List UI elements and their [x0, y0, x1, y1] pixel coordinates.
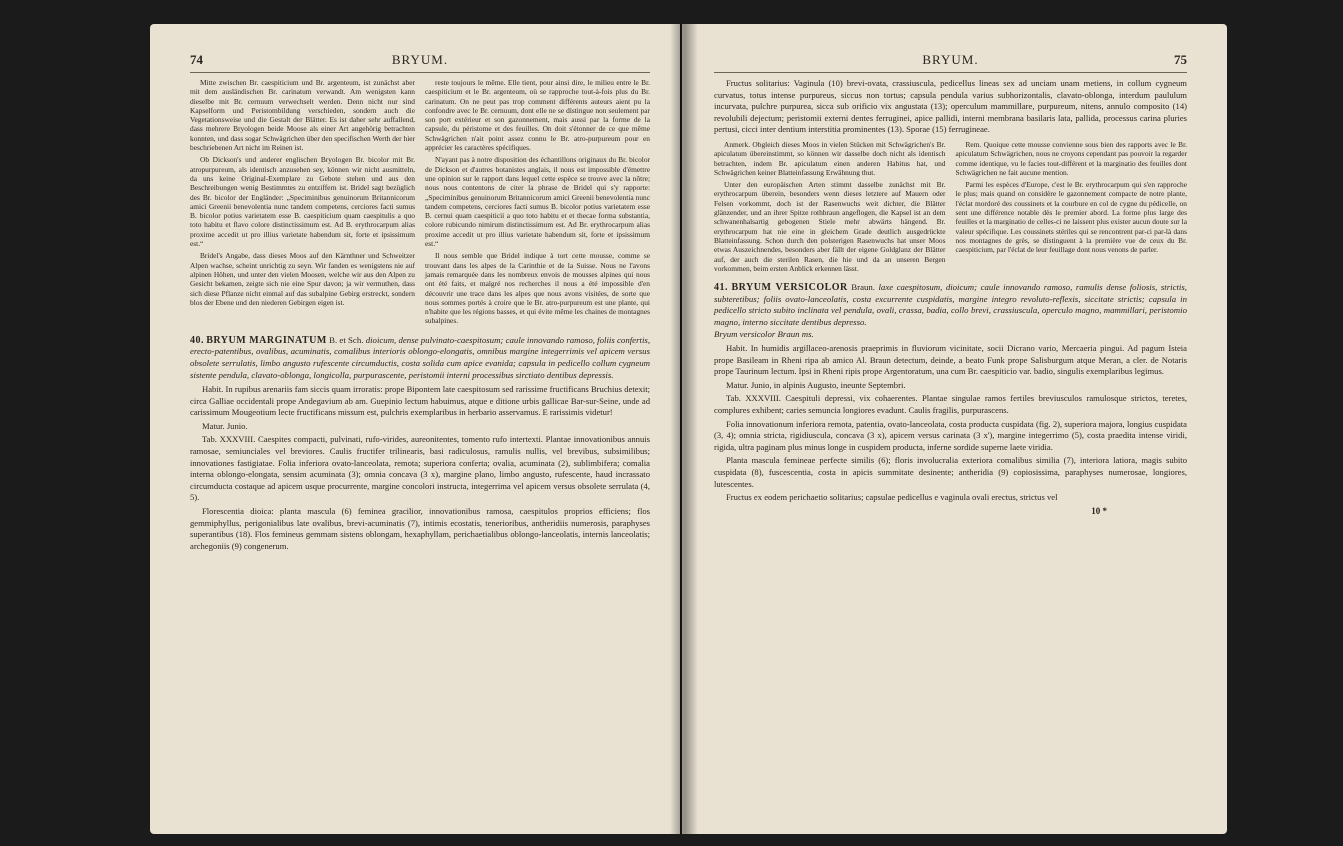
- left-page: [150, 24, 680, 834]
- species-name: BRYUM VERSICOLOR: [731, 282, 848, 294]
- paragraph: Anmerk. Obgleich dieses Moos in vielen Stücken mit Schwägrichen's Br. apiculatum übereinstimmt, so können wir dasselbe doch nicht als identisch betrachten, indem Br. apiculatum einen anderen Habitus hat, und Schwägrichen keiner Blatteinfassung Erwähnung thut.: [714, 139, 946, 177]
- paragraph: Mitte zwischen Br. caespiticium und Br. argenteum, ist zunächst aber mit dem ausländischen Br. carinatum verwandt. Am wenigsten kann dieselbe mit Br. cernuum verwechselt werden. Denn nicht nur sind Kapselform und Peristombildung verschieden, sondern auch die Vegetationsweise und die Gestalt der Blätter. Es ist daher sehr auffallend, dass mehrere Bryologen beide Moose als einer Art angehörig betrachten konnten, und dass sogar Schwägrichen über den specifischen Werth der hier beschriebenen Art nicht im Reinen ist.: [190, 78, 415, 153]
- left-running-head: BRYUM.: [391, 52, 449, 67]
- paragraph: Matur. Junio, in alpinis Augusto, ineunte Septembri.: [726, 379, 906, 390]
- left-two-columns: [190, 78, 650, 329]
- right-page-header: [714, 52, 1187, 73]
- species-number: 40.: [190, 334, 204, 346]
- paragraph: N'ayant pas à notre disposition des échantillons originaux du Br. bicolor de Dickson et d'autres botanistes anglais, il nous est impossible d'émettre une opinion sur le rapport dans lequel cette espèce se trouve avec la nôtre; nous nous contentons de citer la phrase de Bridel qui s'y rapporte: „Speciminibus genuinorum Britannicorum amici Greenii benevolentia nunc tandem competens, cerciores facti sumus B. bicolor potius varietatem esse B. cernui quam caespiticii a quo toto habitu et et thecae forma substantia, colore rubicundo nimirum distinctissimum est. Ad Br. erythrocarpum alias proxime accedit ut pro illius varietate habendum sit, forte et ipsissimum est.“: [425, 155, 650, 249]
- signature-mark: 10 *: [1091, 505, 1107, 516]
- species-heading-40: [190, 335, 650, 381]
- paragraph: Tab. XXXVIII. Caespites compacti, pulvinati, rufo-virides, aureonitentes, tomento rufo intertexti. Plantae innovationibus annuis ramosae, semiunciales vel breviores. Caulis fructifer trilinearis, basi radiculosus, ramulis nullis, vel brevibus, subsimilibus; innovationes fastigiatae. Folia inferiora ovato-lanceolata, remota; superiora conferta; ovalia, acuminata (2), sublimbifera; comalia interna oblongo-elongata, sensim acuminata (3); omnia concava (3 x), margine plano, limbo angusto, rufescente, haud incrassato circumducta costaque ad apicem usque procurrente, margine concolori instructa, integerrima vel apicem versus obsolete serrulata (4, 5).: [190, 434, 650, 503]
- paragraph: Il nous semble que Bridel indique à tort cette mousse, comme se trouvant dans les alpes de la Carinthie et de la Suisse. Nous ne l'avons jamais remarquée dans les nombreux envois de mousses alpines qui nous ont été faits, et malgré nos recherches il nous a été impossible d'en découvrir une trace dans les alpes que nous avons visitées, de sorte que nous sommes portés à croire que le Br. atro-purpureum est une plante, qui n'habite que les régions basses, et qui évite même les chaines de montagnes subalpines.: [425, 251, 650, 326]
- left-column-german: [190, 78, 415, 329]
- right-column-german: [714, 140, 946, 276]
- species-authority: Braun.: [851, 282, 875, 293]
- paragraph: Fructus solitarius: Vaginula (10) brevi-ovata, crassiuscula, pedicellus lineas sex ad unciam unam metiens, in collum cygneum curvatus, totus intense purpureus, siccus non tortus; capsula pendula varius subhorizontalis, clavato-oblonga, interdum paululum incurvata, pulchre purpurea, sicca sub orificio vix angustata (13); operculum mammillare, purpureum, nitens, annulo composito (14) revolubili dejectum; peristomii externi dentes ferruginei, apice pallidi, interni membrana basilaris lata, pallida, processus carina pluries pertusi, cicci inter dentium interstitia prominentes (13). Sporae (15) ferrugineae.: [714, 78, 1187, 135]
- left-page-number: 74: [190, 52, 203, 67]
- right-running-head: BRYUM.: [922, 52, 979, 67]
- species-diagnosis: laxe caespitosum, dioicum; caule innovando ramoso, ramulis dense foliosis, strictis, subteretibus; foliis ovato-lanceolatis, costa excurrente cuspidatis, margine integro revoluto-reflexis, siccitate strictis; capsula in pedicello stricto subito inclinata vel pendula, ovali, crassa, badia, collo brevi, crassiuscula, operculo magno, mammillari, peristomio magno, interno siccitate dentibus depresso.: [714, 282, 1188, 327]
- left-full-text: [190, 384, 650, 552]
- right-page: [682, 24, 1227, 834]
- paragraph: Parmi les espèces d'Europe, c'est le Br. erythrocarpum qui s'en rapproche le plus; mais quand on considère le gazonnement compacte de notre plante, l'éclat mordoré des coussinets et la courbure en col de cygne du pédicelle, on sent une différence notable dès le premier abord. La forme plus large des feuilles et la marginatio de celles-ci ne laissent plus exister aucun doute sur la valeur spécifique. Les coussinets stériles qui se rencontrent par-ci par-là dans nos montagnes de grès, se distinguent à la première vue de ceux du Br. caespiticium, par l'éclat de leur feuillage dont nous venons de parler.: [955, 180, 1187, 255]
- right-column-french: [956, 140, 1188, 276]
- left-column-french: [425, 78, 650, 329]
- species-heading-41: [714, 282, 1187, 340]
- right-full-text: [714, 343, 1187, 504]
- species-synonym: Bryum versicolor Braun ms.: [714, 328, 814, 339]
- right-top-text: [714, 78, 1187, 136]
- paragraph: Habit. In rupibus arenariis fam siccis quam irroratis: prope Bipontem late caespitosum sed rarissime fructificans Bruchius detexit; circa Galliae occidentali prope Andegavium ab am. Guepinio lectum habuimus, atque e ditione urbis gallicae Bar-sur-Seine, unde ad carissimum Mougeotium lecte fructificans missum est, pulchris exemplaribus in herbario asservamus. E rarissimis videtur!: [190, 384, 650, 418]
- species-authority: B. et Sch.: [329, 334, 364, 345]
- paragraph: Florescentia dioica: planta mascula (6) feminea gracilior, innovationibus ramosa, caespitulos proprios efficiens; flos gemmiphyllus, perigonialibus late ovalibus, brevi-acuminatis (7), intimis ecostatis, tenerioribus, antheridiis numerosis, paraphyses superantibus (18). Flos femineus gemmam sistens oblongam, hexaphyllam, perichaetialibus oblongo-lanceolatis, internis lanceolatis; archegoniis (9) congenerum.: [190, 506, 650, 551]
- right-page-number: 75: [1174, 52, 1187, 67]
- species-diagnosis: dioicum, dense pulvinato-caespitosum; caule innovando ramoso, foliis confertis, erecto-patentibus, ovalibus, acuminatis, comalibus interioris oblongo-elongatis, omnibus margine integerrimis vel apicem versus obsolete serrulatis, limbo angusto rufescente circumductis, costa solida cum apice evanida; capsula in pedicello collum cygneum sistente pendula, clavato-oblonga, longicolla, purpurascente, peristomii interni processibus sirctiato dentibus depressis.: [190, 334, 651, 380]
- book-gutter: [670, 24, 698, 834]
- paragraph: Ob Dickson's und anderer englischen Bryologen Br. bicolor mit Br. atropurpureum, als identisch anzusehen sey, können wir nicht ausmitteln, da uns keine Original-Exemplare zu Gebote stehen und aus den Beschreibungen wenig Bestimmtes zu entziffern ist. Bridel sagt bezüglich des Br. bicolor der Engländer: „Speciminibus genuinorum Britannicorum amici Greenii benevolentia nunc tandem competens, cerciores facti sumus B. bicolor potius varietatem esse B. caespiticium quam caespitulis a quo toto habitu et flavo colore distinctissimum est. Ad B. erythrocarpum alias proxime accedit ut pro illius varietate habendum sit, forte et ipsissimum est.“: [190, 155, 415, 249]
- species-number: 41.: [714, 282, 728, 294]
- paragraph: Unter den europäischen Arten stimmt dasselbe zunächst mit Br. erythrocarpum überein, besonders wenn dieses letztere auf Mauern oder Felsen vorkommt, doch ist der Rasenwuchs weit dichter, die Blätter glänzender, und an ihrer Spitze rothbraun angeflogen, die Kapsel ist an dem schwanenhalsartig gebogenen Stiele mehr abwärts hängend. Br. erythrocarpum hat nie eine in gleichem Grade deutlich ausgedrückte Blatteinfassung. Schon durch den polsterigen Rasenwuchs hat unser Moos etwas Auszeichnendes, besonders aber fällt der eigene Goldglanz der Blätter auf, der auch die sterilen Rasen, die hie und da an unseren Bergen vorkommen, beim ersten Anblick erkennen lässt.: [714, 180, 946, 273]
- paragraph: Planta mascula femineae perfecte similis (6); floris involucralia exteriora comalibus similia (7), interiora latiora, magis subito cuspidata (8), fuscescentia, costa in apicis summitate desinente; antheridia (9) copiosissima, paraphyses numerosae, longiores, lutescentes.: [714, 455, 1187, 489]
- paragraph: Matur. Junio.: [202, 420, 248, 431]
- right-two-columns: [714, 140, 1187, 276]
- paragraph: Rem. Quoique cette mousse convienne sous bien des rapports avec le Br. apiculatum Schwägrichen, nous ne croyons cependant pas pouvoir la regarder comme identique, vu le facies tout-différent et la marginatio des feuilles dont Schwägrichen ne fait aucune mention.: [955, 139, 1187, 177]
- left-page-body: [190, 78, 650, 554]
- species-name: BRYUM MARGINATUM: [206, 334, 327, 346]
- left-page-header: [190, 52, 650, 73]
- paragraph: reste toujours le même. Elle tient, pour ainsi dire, le milieu entre le Br. caespiticium et le Br. argenteum, où se rapproche tout-à-fois plus du Br. carinatum. On ne peut pas trop comment différents auteurs aient pu la confondre avec le Br. cernuum, dont elle ne se distingue non seulement par son port extérieur et son gazonnement, mais aussi par la forme de la capsule, du péristome et des feuilles. On doit s'étonner de ce que même Schwägrichen n'ait point assez connu le Br. atro-purpureum pour en apprécier les caractères spécifiques.: [425, 78, 650, 153]
- paragraph: Habit. In humidis argillaceo-arenosis praeprimis in fluviorum vicinitate, socii Dicrano vario, Mercaeria pingui. Ad pagum Isteia prope Basileam in Rheni ripa ab amico Al. Braun detectum, deinde, a beato Funk prope Salisburgum atque Meran, a cler. de Notaris prope Taurinum lectum. Ipsi in Rheni ripis prope Argentoratum, una cum Br. caespiticio var. badio, singulis exemplaribus legimus.: [714, 343, 1187, 377]
- paragraph: Folia innovationum inferiora remota, patentia, ovato-lanceolata, costa producta cuspidata (fig. 2), superiora majora, longius cuspidata (3, 4); omnia stricta, rigidiuscula, concava (3 x), apicem versus carinata (3 x'), margine integerrimo (5), costa praedita intense viridi, rigida, ultra paginam plus minus longe in cuspidem producta, inferne sordide superne laete viridia.: [714, 418, 1187, 452]
- paragraph: Fructus ex eodem perichaetio solitarius; capsulae pedicellus e vaginula ovali erectus, strictus vel: [726, 492, 1058, 503]
- paragraph: Tab. XXXVIII. Caespituli depressi, vix cohaerentes. Plantae singulae ramos fertiles breviusculos ramulosque strictos, teretes, complures exhibent; caries semuncia longiores evadunt. Caulis fragilis, purpurascens.: [714, 393, 1187, 416]
- paragraph: Bridel's Angabe, dass dieses Moos auf den Kärnthner und Schweitzer Alpen wachse, scheint unrichtig zu seyn. Wir fanden es wenigstens nie auf alpinen Höhen, und unter den vielen Moosen, welche wir aus den Alpen zu Gesicht bekamen, zeigte sich nie eine Spur davon; ja wir vermuthen, dass sich diese Pflanze nicht einmal auf das subalpine Gebirg erstreckt, sondern blos der Ebene und den niederen Gebirgen eigen ist.: [190, 251, 415, 307]
- right-page-body: [714, 78, 1187, 516]
